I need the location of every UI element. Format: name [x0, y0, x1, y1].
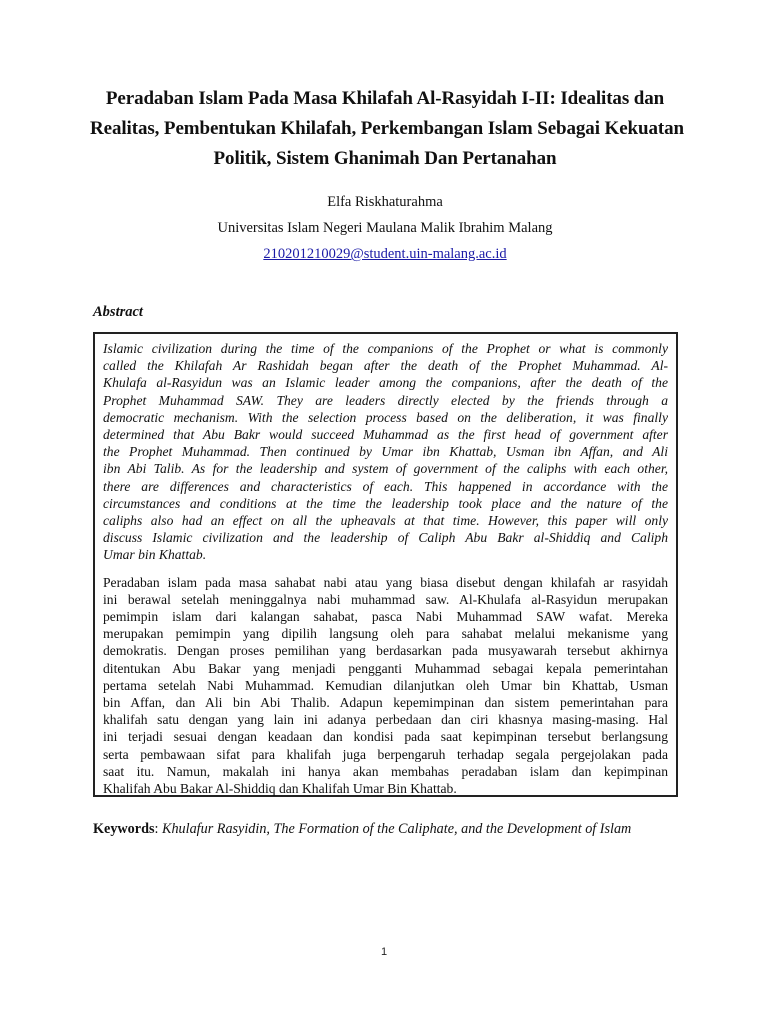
abstract-line: called the Khilafah Ar Rashidah began after the death of the Prophet Muhammad. Al-: [103, 358, 668, 374]
keywords: [93, 821, 631, 838]
abstract-line: caliphs also had an effect on all the upheavals at that time. However, this paper will only: [103, 513, 668, 529]
abstract-line: determined that Abu Bakr would succeed Muhammad as the first head of government after: [103, 427, 668, 443]
keywords-separator: :: [154, 821, 162, 837]
abstrak-line: pemimpin islam dari kalangan sahabat, pasca Nabi Muhammad SAW wafat. Mereka: [103, 609, 668, 625]
author-block: [90, 189, 680, 267]
abstrak-line: demokratis. Dengan proses pemilihan yang berdasarkan pada musyawarah tersebut akhirnya: [103, 643, 668, 659]
abstrak-line: pertama setelah Nabi Muhammad. Kemudian dilanjutkan oleh Umar bin Khattab, Usman: [103, 677, 668, 693]
abstrak-line: khalifah satu dengan yang lain ini adanya perbedaan dan ciri khasnya masing-masing. Hal: [103, 712, 668, 728]
abstrak-line: bin Affan, dan Ali bin Abi Thalib. Adapun kepemimpinan dan sistem pemerintahan para: [103, 695, 668, 711]
abstract-line: the Prophet Muhammad. Then continued by Umar ibn Khattab, Usman ibn Affan, and Ali: [103, 444, 668, 460]
author-name: Elfa Riskhaturahma: [327, 194, 443, 210]
abstract-heading: Abstract: [93, 304, 143, 320]
abstract-line: Umar bin Khattab.: [103, 547, 207, 563]
abstract-line: Islamic civilization during the time of the companions of the Prophet or what is commonly: [103, 341, 668, 356]
abstract-line: Prophet Muhammad SAW. They are leaders directly elected by the friends through a: [103, 392, 668, 408]
abstract-line: circumstances and conditions at the time the leadership took place and the nature of the: [103, 495, 668, 511]
abstrak-line: ditentukan Abu Bakar yang menjadi pengganti Muhammad sebagai kepala pemerintahan: [103, 660, 668, 676]
title-line: Realitas, Pembentukan Khilafah, Perkembangan Islam Sebagai Kekuatan: [90, 118, 684, 139]
abstrak-line: Khalifah Abu Bakar Al-Shiddiq dan Khalifah Umar Bin Khattab.: [103, 781, 457, 797]
abstrak-line: Peradaban islam pada masa sahabat nabi atau yang biasa disebut dengan khilafah ar rasyidah: [103, 574, 668, 590]
author-email-link[interactable]: 210201210029@student.uin-malang.ac.id: [263, 246, 507, 262]
abstract-line: democratic mechanism. With the selection process based on the deliberation, it was finally: [103, 409, 668, 425]
abstract-indonesian: [103, 574, 668, 798]
abstrak-line: saat itu. Namun, makalah ini hanya akan membahas peradaban islam dan kepimpinan: [103, 763, 668, 779]
keywords-text: Khulafur Rasyidin, The Formation of the Caliphate, and the Development of Islam: [161, 821, 632, 837]
abstract-line: there are differences and characteristics of each. This happened in accordance with the: [103, 478, 668, 494]
paper-title: [90, 84, 684, 174]
abstract-english: [103, 340, 668, 564]
author-affiliation: Universitas Islam Negeri Maulana Malik Ibrahim Malang: [217, 220, 553, 236]
abstract-line: discuss Islamic civilization and the leadership of Caliph Abu Bakr al-Shiddiq and Caliph: [103, 530, 668, 546]
page-number: 1: [380, 946, 388, 958]
abstract-line: ibn Abi Talib. As for the leadership and system of government of the caliphs with each other,: [103, 461, 668, 477]
title-line: Peradaban Islam Pada Masa Khilafah Al-Rasyidah I-II: Idealitas dan: [105, 88, 665, 109]
abstrak-line: ini berawal setelah meninggalnya nabi muhammad saw. Al-Khulafa al-Rasyidun merupakan: [103, 591, 668, 607]
abstract-line: Khulafa al-Rasyidun was an Islamic leader among the companions, after the death of the: [103, 375, 668, 391]
abstrak-line: merupakan pemimpin yang dipilih langsung oleh para sahabat melalui mekanisme yang: [103, 626, 668, 642]
title-line: Politik, Sistem Ghanimah Dan Pertanahan: [213, 148, 557, 169]
keywords-label: Keywords: [93, 821, 155, 837]
abstrak-line: serta pembawaan sifat para khalifah juga berpengaruh terhadap segala pergejolakan pada: [103, 746, 668, 762]
abstrak-line: ini terjadi sesuai dengan keadaan dan kondisi pada saat kepimpinan tersebut berlangsung: [103, 729, 668, 745]
abstract-box: [93, 332, 678, 797]
